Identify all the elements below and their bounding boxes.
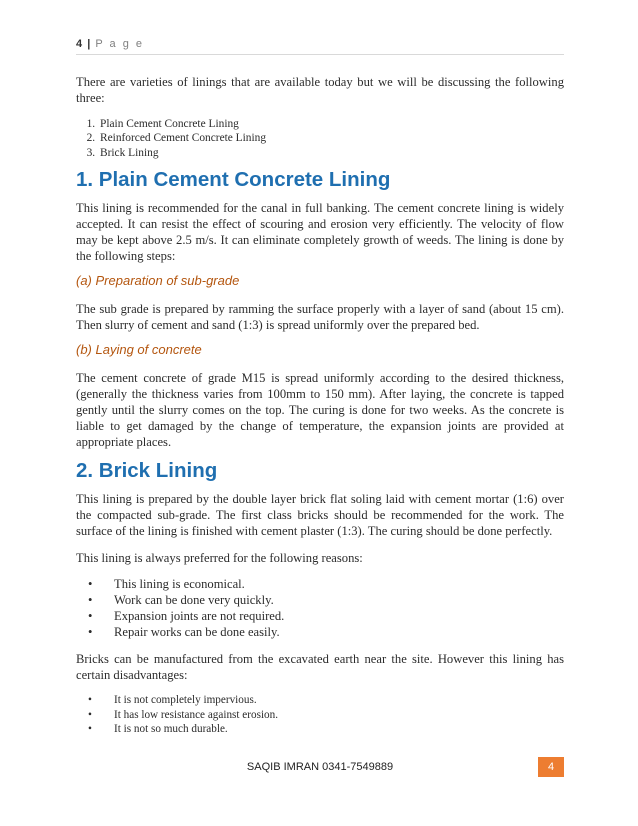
page-header <box>76 38 564 55</box>
bullet-icon: • <box>88 577 93 592</box>
list-item <box>76 576 564 592</box>
list-item: 2. Reinforced Cement Concrete Lining <box>98 131 564 145</box>
section-paragraph: The sub grade is prepared by ramming the surface properly with a layer of sand (about 15 cm). Then slurry of cement and sand (1:3) is spread uniformly over the prepared bed. <box>76 302 564 333</box>
list-item <box>76 693 564 707</box>
section-paragraph: This lining is prepared by the double layer brick flat soling laid with cement mortar (1:6) over the compacted sub-grade. The first class bricks should be recommended for the work. The surface of the lining is finished with cement plaster (1:3). The curing should be done perfectly. <box>76 492 564 539</box>
list-item-text: It has low resistance against erosion. <box>114 708 279 721</box>
header-separator: | <box>87 38 91 50</box>
list-item-text: It is not so much durable. <box>114 723 228 736</box>
list-item: 3. Brick Lining <box>98 146 564 160</box>
bullet-icon: • <box>88 609 93 624</box>
list-item <box>76 608 564 624</box>
list-item <box>76 624 564 640</box>
page-content <box>76 72 564 736</box>
bullet-icon: • <box>88 723 92 736</box>
reasons-list <box>76 576 564 640</box>
lining-types-list <box>76 117 564 160</box>
list-item-text: Expansion joints are not required. <box>114 609 285 624</box>
header-page-label: P a g e <box>95 38 144 50</box>
subheading-sub-grade: (a) Preparation of sub-grade <box>76 273 240 289</box>
footer-page-badge: 4 <box>538 757 564 777</box>
list-item-text: Repair works can be done easily. <box>114 625 280 640</box>
footer-credit: SAQIB IMRAN 0341-7549889 <box>246 761 394 773</box>
bullet-icon: • <box>88 708 92 721</box>
intro-paragraph: There are varieties of linings that are available today but we will be discussing the following three: <box>76 75 564 105</box>
list-item <box>76 722 564 736</box>
bullet-icon: • <box>88 694 92 707</box>
list-item-text: It is not completely impervious. <box>114 694 257 707</box>
list-item: 1. Plain Cement Concrete Lining <box>98 117 564 131</box>
reasons-intro: This lining is always preferred for the following reasons: <box>76 551 363 566</box>
list-item-text: This lining is economical. <box>114 577 245 592</box>
disadvantages-intro: Bricks can be manufactured from the excavated earth near the site. However this lining has certain disadvantages: <box>76 652 564 683</box>
section-paragraph: The cement concrete of grade M15 is spread uniformly according to the desired thickness, (generally the thickness varies from 100mm to 150 mm). After laying, the concrete is tapped gently until the slurry comes on the top. The curing is done for two weeks. As the concrete is liable to get damaged by the change of temperature, the expansion joints are provided at appropriate places. <box>76 371 564 450</box>
page-footer <box>76 757 564 777</box>
subheading-laying-concrete: (b) Laying of concrete <box>76 342 202 358</box>
section-heading-brick-lining: 2. Brick Lining <box>76 459 218 483</box>
list-item <box>76 708 564 722</box>
section-heading-plain-concrete: 1. Plain Cement Concrete Lining <box>76 168 391 192</box>
section-paragraph: This lining is recommended for the canal in full banking. The cement concrete lining is widely accepted. It can resist the effect of scouring and erosion very efficiently. The velocity of flow may be kept above 2.5 m/s. It can eliminate completely growth of weeds. The lining is done by the following steps: <box>76 201 564 264</box>
disadvantages-list <box>76 693 564 736</box>
list-item <box>76 592 564 608</box>
header-page-number: 4 <box>76 38 83 50</box>
bullet-icon: • <box>88 593 93 608</box>
list-item-text: Work can be done very quickly. <box>114 593 274 608</box>
bullet-icon: • <box>88 625 93 640</box>
